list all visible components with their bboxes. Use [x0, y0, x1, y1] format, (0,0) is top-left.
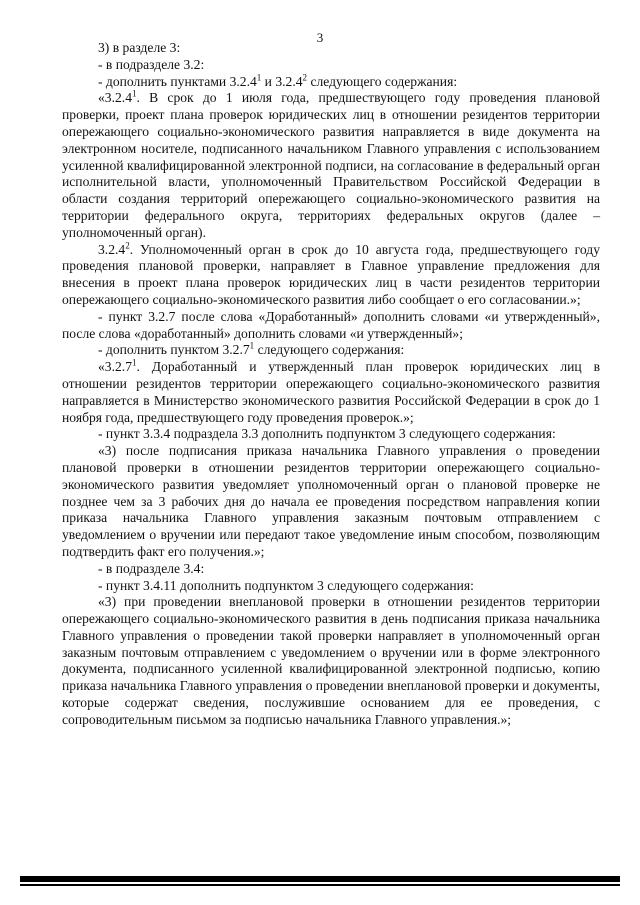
paragraph-12: - пункт 3.4.11 дополнить подпунктом 3 следующего содержания: [98, 577, 474, 593]
paragraph-13: «3) при проведении внеплановой проверки в отношении резидентов территории опережающего социально-экономического развития в день подписания приказа начальника Главного управления о проведении такой проверки направляет в уполномоченный орган заказным почтовым отправлением с уведомлением о вручении или в форме электронного документа, подписанного усиленной квалифицированной электронной подписью, копию приказа начальника Главного управления о проведении внеплановой проверки и документы, которые содержат сведения, послужившие основанием для ее проведения, с сопроводительным письмом за подписью начальника Главного управления.»; [62, 594, 600, 727]
paragraph-11: - в подразделе 3.4: [98, 560, 205, 576]
document-body [62, 40, 600, 729]
paragraph-1: 3) в разделе 3: [98, 40, 181, 55]
paragraph-9: - пункт 3.3.4 подраздела 3.3 дополнить подпунктом 3 следующего содержания: [98, 426, 556, 442]
paragraph-2: - в подразделе 3.2: [98, 56, 205, 72]
paragraph-4: «3.2.4$^1$. В срок до 1 июля года, предшествующего году проведения плановой проверки, проект плана проверок юридических лиц в отношении резидентов территории опережающего социально-экономического развития направляется в виде документа на электронном носителе, подписанного начальником Главного управления с использованием усиленной квалифицированной электронной подписи, на согласование в федеральный орган исполнительной власти, уполномоченный Правительством Российской Федерации в области создания территорий опережающего социально-экономического развития на территории федерального округа, территориях федеральных округов (далее – уполномоченный орган). [62, 88, 600, 240]
paragraph-5: 3.2.4$^2$. Уполномоченный орган в срок до 10 августа года, предшествующего году проведения плановой проверки, направляет в Главное управление предложения для внесения в проект плана проверок юридических лиц в части резидентов территории опережающего социально-экономического развития либо сообщает о его согласовании.»; [62, 240, 600, 307]
paragraph-7: - дополнить пунктом 3.2.7$^1$ следующего содержания: [98, 340, 405, 358]
paragraph-10: «3) после подписания приказа начальника Главного управления о проведении плановой проверки в отношении резидентов территории опережающего социально-экономического развития уведомляет уполномоченный орган о плановой проверке не позднее чем за 3 рабочих дня до начала ее проведения посредством направления копии приказа начальника Главного управления заказным почтовым отправлением с уведомлением о вручении или передают такое уведомление иным способом, позволяющим подтвердить факт его получения.»; [62, 443, 600, 559]
scan-edge-line [20, 884, 620, 886]
paragraph-6: - пункт 3.2.7 после слова «Доработанный» дополнить словами «и утвержденный», после слова «доработанный» дополнить словами «и утвержденный»; [62, 308, 600, 341]
paragraph-8: «3.2.7$^1$. Доработанный и утвержденный план проверок юридических лиц в отношении резидентов территории опережающего социально-экономического развития направляется в Министерство экономического развития Российской Федерации в срок до 1 ноября года, предшествующего году проведения проверок.»; [62, 357, 600, 425]
scan-edge-bar [20, 876, 620, 882]
page-number: 3 [316, 30, 324, 45]
paragraph-3: - дополнить пунктами 3.2.4$^1$ и 3.2.4$^2$ следующего содержания: [98, 72, 458, 89]
